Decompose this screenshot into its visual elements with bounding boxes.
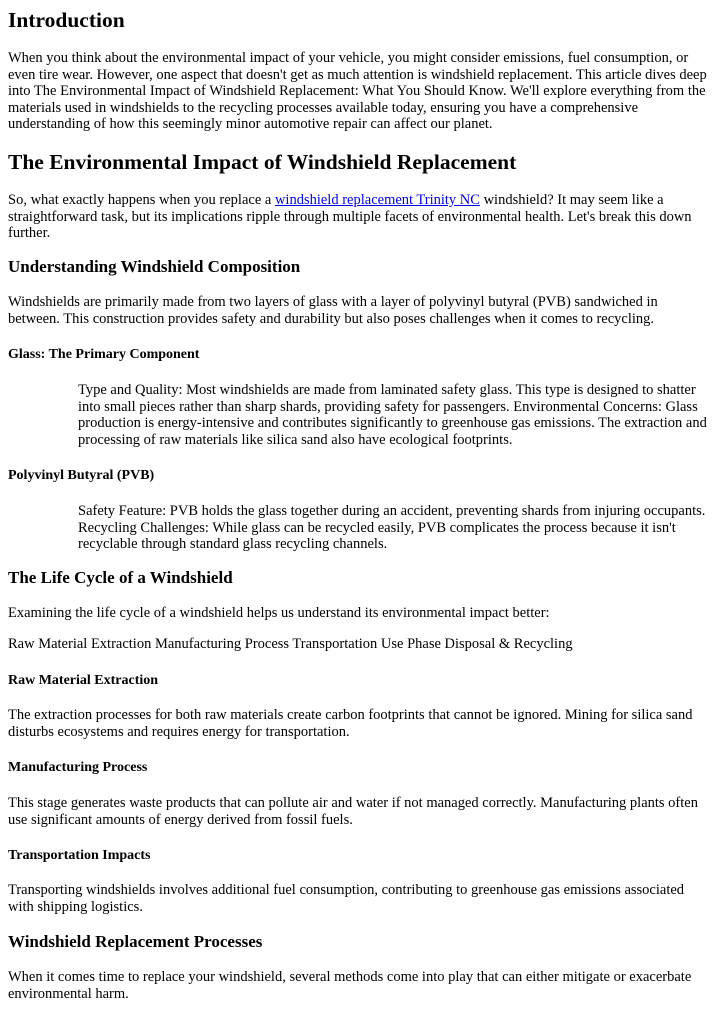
composition-paragraph: Windshields are primarily made from two layers of glass with a layer of polyvinyl butyral (PVB) sandwiched in between. This construction provides safety and durability but also poses challenges when it comes to recycling. [8,294,658,327]
impact-text-before-link: So, what exactly happens when you replace a [8,192,275,208]
extraction-heading: Raw Material Extraction [8,673,159,688]
glass-heading: Glass: The Primary Component [8,347,200,362]
windshield-replacement-link[interactable]: windshield replacement Trinity NC [274,192,480,208]
lifecycle-paragraph: Examining the life cycle of a windshield helps us understand its environmental impact better: [8,605,550,621]
replacement-heading: Windshield Replacement Processes [8,932,263,951]
impact-paragraph [8,192,712,242]
pvb-heading: Polyvinyl Butyral (PVB) [8,468,155,483]
impact-heading: The Environmental Impact of Windshield Replacement [8,150,517,174]
glass-quote: Type and Quality: Most windshields are made from laminated safety glass. This type is designed to shatter into small pieces rather than sharp shards, providing safety for passengers. Environmental Concerns: Glass production is energy-intensive and contributes significantly to greenhouse gas emissions. The extraction and processing of raw materials like silica sand also have ecological footprints. [78,382,707,448]
transportation-paragraph: Transporting windshields involves additional fuel consumption, contributing to greenhouse gas emissions associated with shipping logistics. [8,882,685,915]
pvb-quote: Safety Feature: PVB holds the glass together during an accident, preventing shards from injuring occupants. Recycling Challenges: While glass can be recycled easily, PVB complicates the process because it isn't recyclable through standard glass recycling channels. [78,503,706,552]
intro-heading: Introduction [8,8,125,32]
extraction-paragraph: The extraction processes for both raw materials create carbon footprints that cannot be ignored. Mining for silica sand disturbs ecosystems and requires energy for transportation. [8,707,693,740]
composition-heading: Understanding Windshield Composition [8,257,301,276]
replacement-paragraph: When it comes time to replace your windshield, several methods come into play that can either mitigate or exacerbate environmental harm. [8,969,692,1002]
lifecycle-stages: Raw Material Extraction Manufacturing Process Transportation Use Phase Disposal & Recycling [8,636,573,652]
impact-text-after-link: windshield? It may seem like a straightforward task, but its implications ripple through multiple facets of environmental health. Let's break this down further. [8,192,692,241]
intro-paragraph: When you think about the environmental impact of your vehicle, you might consider emissions, fuel consumption, or even tire wear. However, one aspect that doesn't get as much attention is windshield replacement. This article dives deep into The Environmental Impact of Windshield Replacement: What You Should Know. We'll explore everything from the materials used in windshields to the recycling processes available today, ensuring you have a comprehensive understanding of how this seemingly minor automotive repair can affect our planet. [8,50,707,132]
manufacturing-heading: Manufacturing Process [8,760,148,775]
manufacturing-paragraph: This stage generates waste products that can pollute air and water if not managed correctly. Manufacturing plants often use significant amounts of energy derived from fossil fuels. [8,795,698,828]
lifecycle-heading: The Life Cycle of a Windshield [8,568,233,587]
transportation-heading: Transportation Impacts [8,848,151,863]
